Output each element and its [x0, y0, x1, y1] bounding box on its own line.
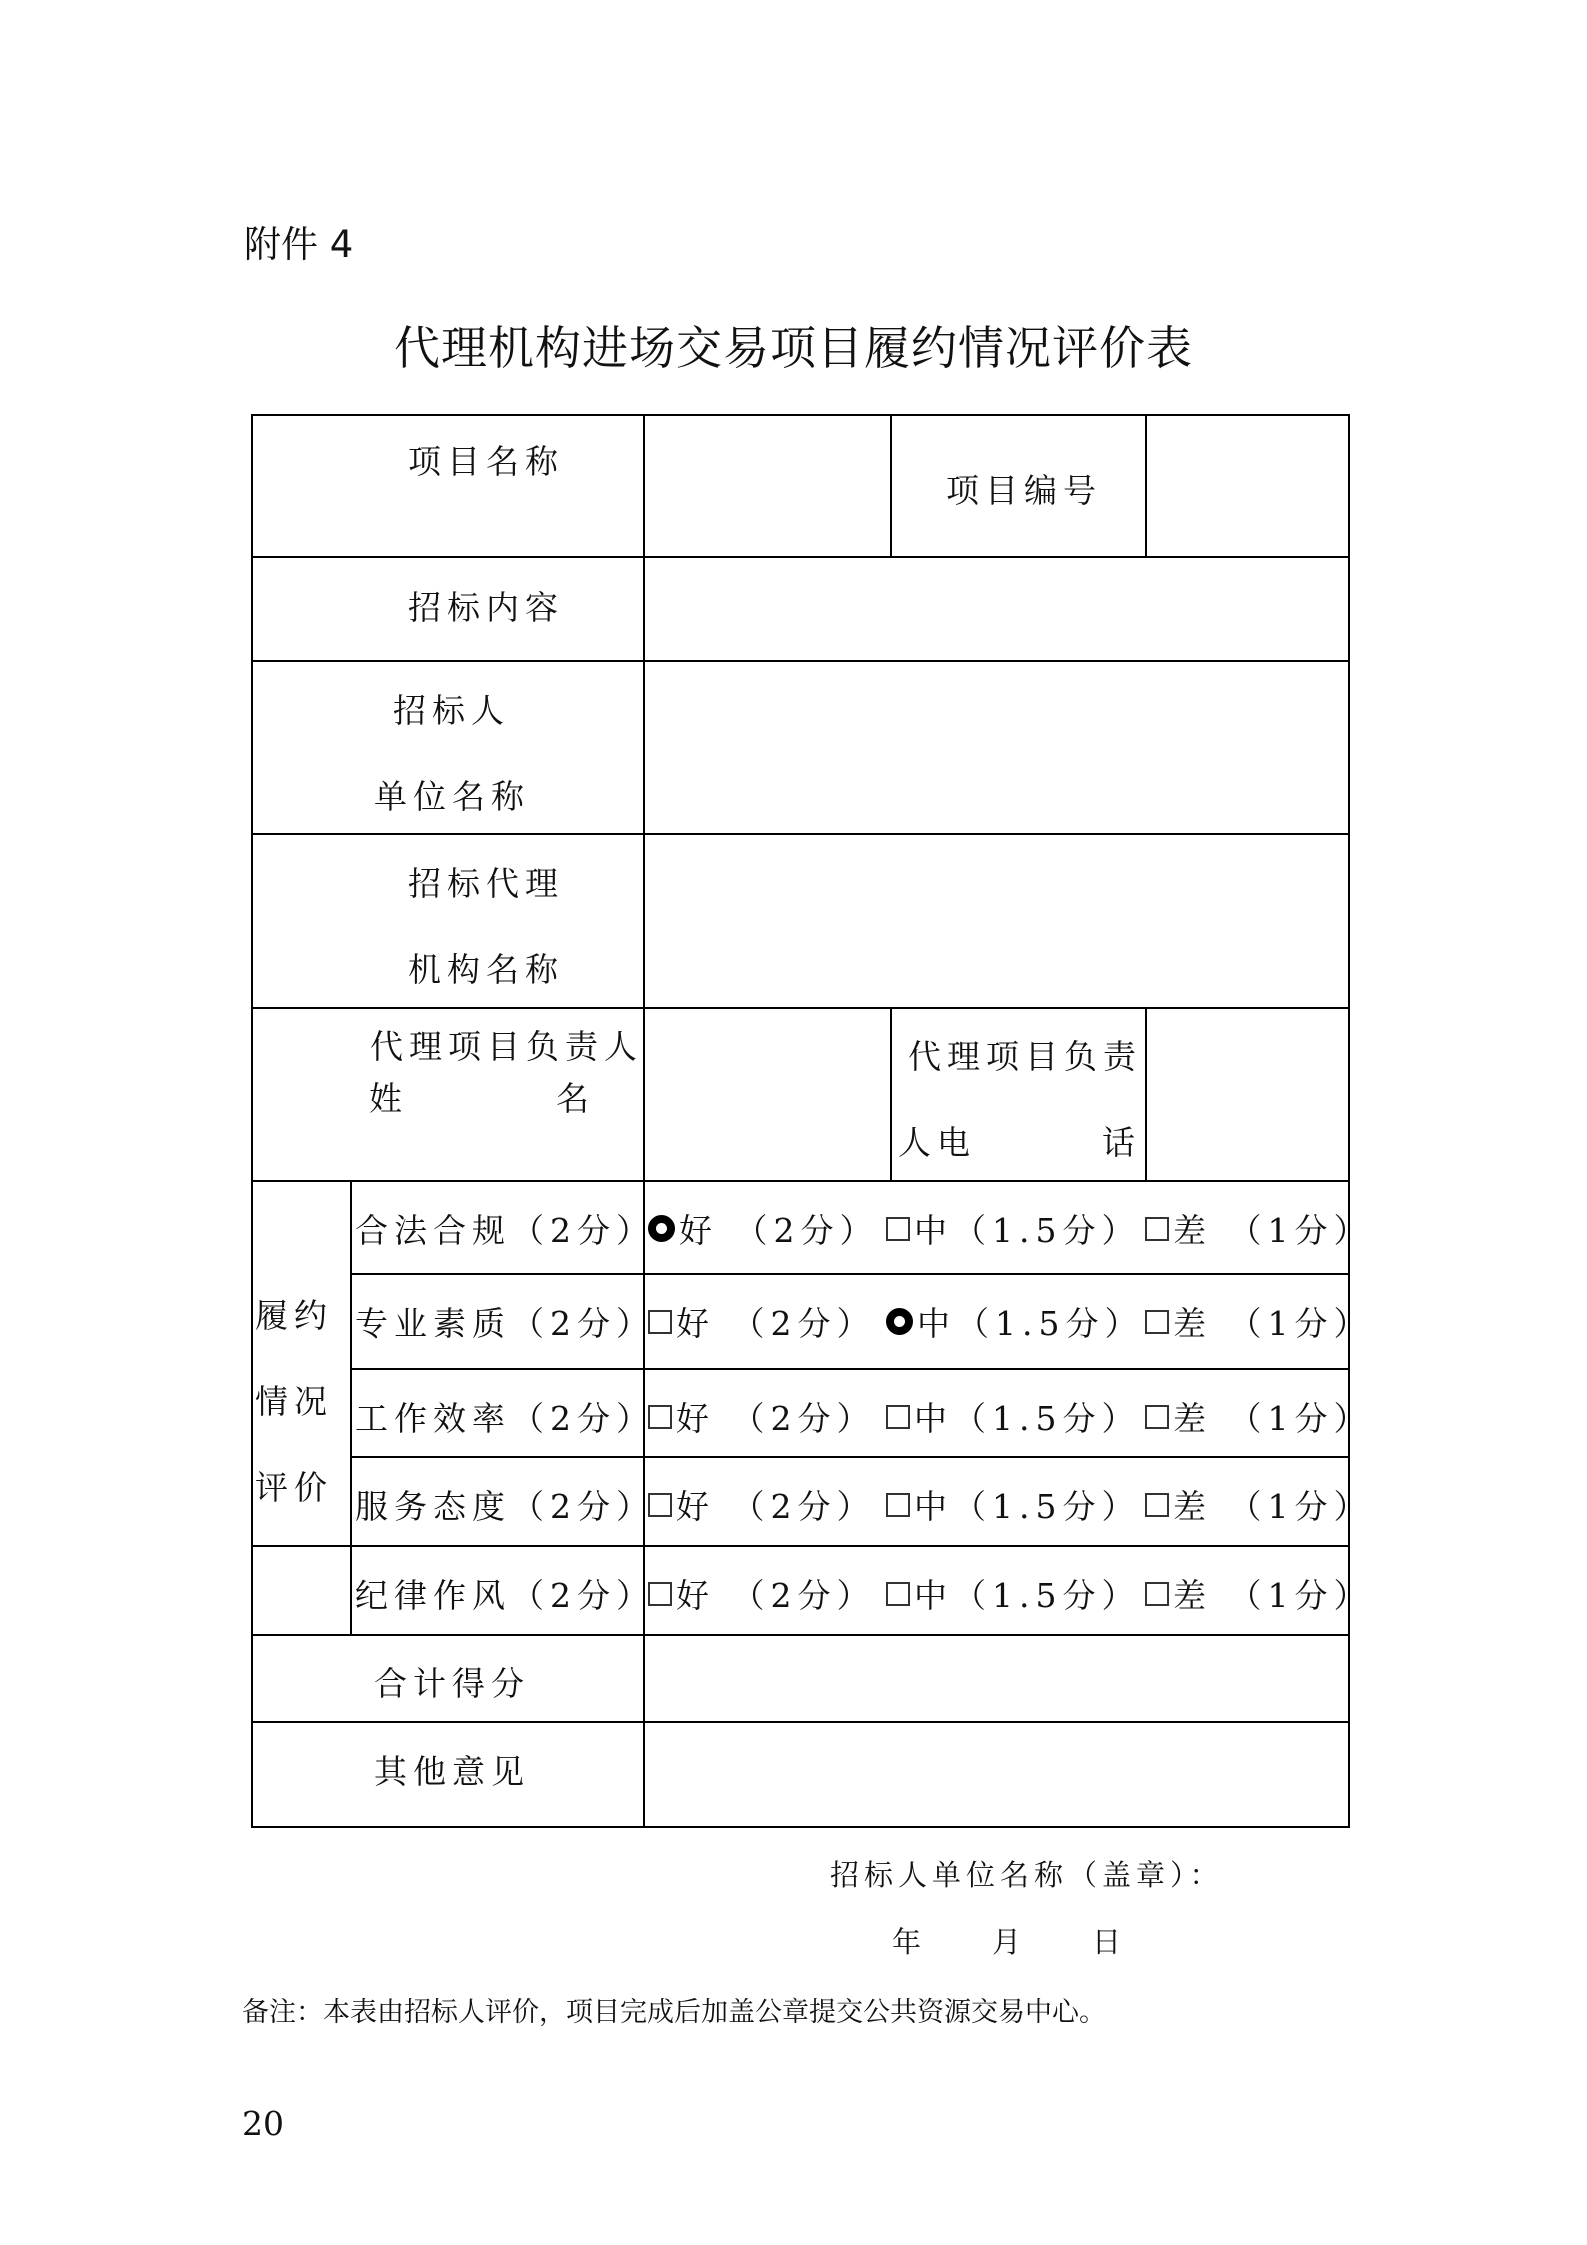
selected-radio-icon[interactable]: [886, 1308, 913, 1335]
agency-label-line2: 机构名称: [408, 950, 564, 989]
checkbox-icon[interactable]: [648, 1405, 672, 1429]
rating-option-good[interactable]: [648, 1205, 879, 1252]
form-title: 代理机构进场交易项目履约情况评价表: [394, 321, 1193, 375]
rating-option-poor[interactable]: [1145, 1298, 1373, 1345]
criterion-label: 服务态度（2分）: [355, 1487, 655, 1526]
date-year-label: 年: [892, 1925, 922, 1959]
rating-option-label: 好 （2分）: [676, 1399, 876, 1438]
table-divider: [1145, 1008, 1147, 1181]
rating-option-label: 中（1.5分）: [914, 1487, 1141, 1526]
total-score-label: 合计得分: [374, 1664, 530, 1703]
table-border: [251, 414, 1350, 416]
table-divider: [251, 1180, 1350, 1182]
phone-label-line2b: 话: [1102, 1123, 1141, 1162]
rating-option-label: 好 （2分）: [679, 1211, 879, 1250]
table-divider: [251, 1545, 1350, 1547]
rating-option-poor[interactable]: [1145, 1205, 1373, 1252]
rating-option-good[interactable]: [648, 1393, 876, 1440]
manager-label-name: 名: [556, 1079, 595, 1118]
evaluation-group-label-3: 评价: [255, 1468, 333, 1507]
table-border: [251, 414, 253, 1828]
rating-option-label: 中（1.5分）: [914, 1399, 1141, 1438]
table-divider: [251, 1634, 1350, 1636]
criterion-label: 专业素质（2分）: [355, 1304, 655, 1343]
checkbox-icon[interactable]: [886, 1405, 910, 1429]
checkbox-icon[interactable]: [886, 1493, 910, 1517]
checkbox-icon[interactable]: [1145, 1582, 1169, 1606]
rating-option-label: 差 （1分）: [1173, 1487, 1373, 1526]
checkbox-icon[interactable]: [1145, 1217, 1169, 1241]
rating-option-label: 中（1.5分）: [917, 1304, 1144, 1343]
rating-option-label: 中（1.5分）: [914, 1211, 1141, 1250]
checkbox-icon[interactable]: [886, 1217, 910, 1241]
checkbox-icon[interactable]: [648, 1493, 672, 1517]
rating-option-good[interactable]: [648, 1570, 876, 1617]
rating-option-label: 差 （1分）: [1173, 1399, 1373, 1438]
table-divider: [251, 1721, 1350, 1723]
table-divider: [251, 660, 1350, 662]
evaluation-group-label-1: 履约: [255, 1296, 333, 1335]
phone-label-line1: 代理项目负责: [908, 1037, 1142, 1076]
table-divider: [350, 1456, 1350, 1458]
rating-option-label: 中（1.5分）: [914, 1576, 1141, 1615]
checkbox-icon[interactable]: [886, 1582, 910, 1606]
table-divider: [890, 1008, 892, 1181]
criterion-label: 工作效率（2分）: [355, 1399, 655, 1438]
manager-label-surname: 姓: [369, 1079, 408, 1118]
rating-option-medium[interactable]: [886, 1205, 1140, 1252]
criterion-label: 合法合规（2分）: [355, 1211, 655, 1250]
table-divider: [251, 1007, 1350, 1009]
table-divider: [350, 1180, 352, 1635]
checkbox-icon[interactable]: [1145, 1405, 1169, 1429]
table-divider: [350, 1368, 1350, 1370]
date-day-label: 日: [1092, 1925, 1122, 1959]
date-month-label: 月: [992, 1925, 1022, 1959]
project-number-label: 项目编号: [946, 471, 1102, 510]
rating-option-medium[interactable]: [886, 1481, 1140, 1528]
table-border: [251, 1826, 1350, 1828]
rating-option-label: 好 （2分）: [676, 1304, 876, 1343]
manager-label-line1: 代理项目负责人: [370, 1027, 643, 1066]
rating-option-medium[interactable]: [886, 1298, 1143, 1345]
checkbox-icon[interactable]: [648, 1582, 672, 1606]
rating-option-poor[interactable]: [1145, 1570, 1373, 1617]
checkbox-icon[interactable]: [1145, 1310, 1169, 1334]
attachment-label: 附件 4: [244, 223, 354, 266]
tenderer-label-line1: 招标人: [393, 691, 510, 730]
selected-radio-icon[interactable]: [648, 1215, 675, 1242]
rating-option-label: 差 （1分）: [1173, 1211, 1373, 1250]
checkbox-icon[interactable]: [1145, 1493, 1169, 1517]
signature-label: 招标人单位名称（盖章）：: [830, 1858, 1224, 1892]
rating-option-poor[interactable]: [1145, 1393, 1373, 1440]
tenderer-label-line2: 单位名称: [374, 777, 530, 816]
rating-option-medium[interactable]: [886, 1393, 1140, 1440]
rating-option-label: 差 （1分）: [1173, 1304, 1373, 1343]
phone-label-line2a: 人电: [898, 1123, 976, 1162]
evaluation-group-label-2: 情况: [255, 1382, 333, 1421]
other-comments-label: 其他意见: [374, 1752, 530, 1791]
rating-option-label: 好 （2分）: [676, 1487, 876, 1526]
footnote: 备注：本表由招标人评价，项目完成后加盖公章提交公共资源交易中心。: [242, 1997, 1106, 2028]
agency-label-line1: 招标代理: [408, 864, 564, 903]
project-name-label: 项目名称: [408, 442, 564, 481]
table-divider: [251, 833, 1350, 835]
rating-option-good[interactable]: [648, 1481, 876, 1528]
rating-option-label: 好 （2分）: [676, 1576, 876, 1615]
criterion-label: 纪律作风（2分）: [355, 1576, 655, 1615]
table-divider: [1145, 414, 1147, 557]
rating-option-medium[interactable]: [886, 1570, 1140, 1617]
rating-option-poor[interactable]: [1145, 1481, 1373, 1528]
checkbox-icon[interactable]: [648, 1310, 672, 1334]
rating-option-good[interactable]: [648, 1298, 876, 1345]
table-divider: [890, 414, 892, 557]
bid-content-label: 招标内容: [408, 588, 564, 627]
page-number: 20: [242, 2104, 284, 2143]
table-divider: [251, 556, 1350, 558]
table-divider: [350, 1273, 1350, 1275]
rating-option-label: 差 （1分）: [1173, 1576, 1373, 1615]
